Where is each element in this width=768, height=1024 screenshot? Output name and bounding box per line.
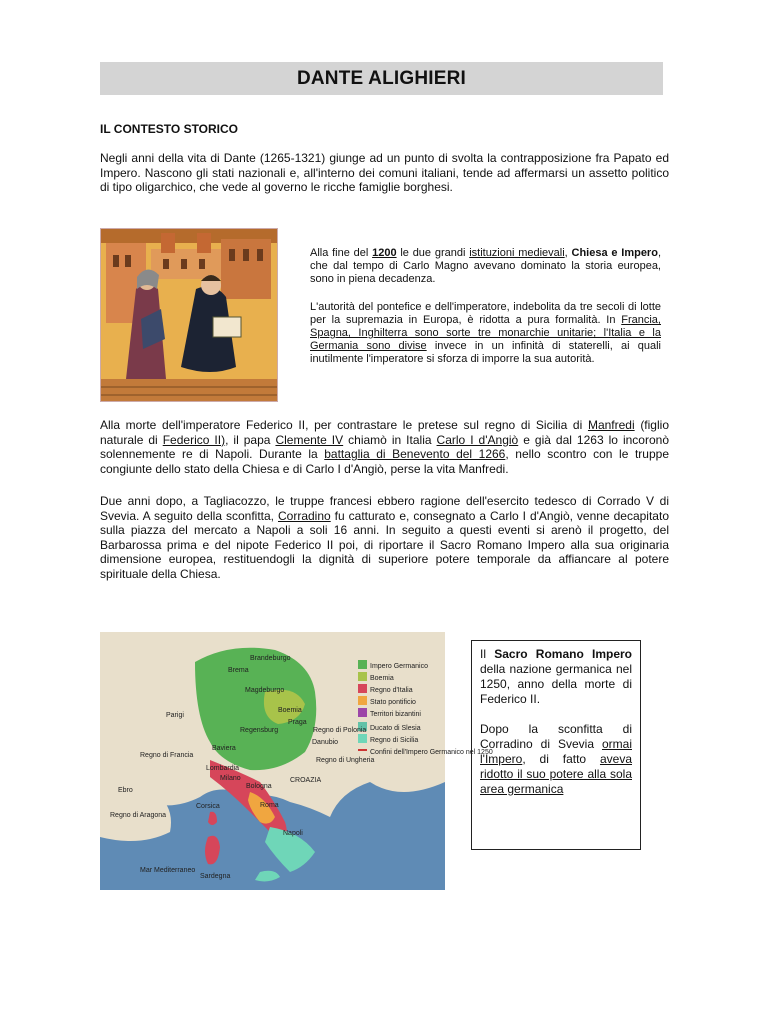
svg-text:Danubio: Danubio [312, 739, 339, 746]
medieval-miniature-image [100, 228, 278, 402]
svg-text:Regno d'Italia: Regno d'Italia [370, 687, 413, 694]
svg-text:Ebro: Ebro [118, 787, 133, 794]
side-paragraph-2: L'autorità del pontefice e dell'imperatore, indebolita da tre secoli di lotte per la supremazia in Europa, è ridotta a pura formalità. In Francia, Spagna, Inghilterra sono sorte tre monarchie unitarie; l'Italia e la Germania sono divise invece in un infinità di staterelli, ai quali inutilmente l'imperatore si sforza di imporre la sua autorità. [310, 301, 661, 365]
svg-text:CROAZIA: CROAZIA [290, 777, 322, 784]
svg-text:Napoli: Napoli [283, 830, 303, 837]
svg-text:Confini dell'Impero Germanico: Confini dell'Impero Germanico nel 1250 [370, 749, 493, 756]
svg-text:Boemia: Boemia [278, 707, 302, 714]
svg-text:Sardegna: Sardegna [200, 873, 231, 880]
svg-text:Praga: Praga [288, 719, 307, 726]
svg-text:Regno di Francia: Regno di Francia [140, 752, 194, 759]
map-holy-roman-empire [100, 632, 493, 890]
link-federico[interactable]: Federico II) [162, 432, 226, 447]
svg-text:Milano: Milano [220, 775, 241, 782]
svg-text:Stato pontificio: Stato pontificio [370, 699, 416, 706]
svg-text:Territori bizantini: Territori bizantini [370, 711, 421, 718]
link-corradino[interactable]: Corradino [278, 508, 331, 523]
svg-text:Baviera: Baviera [212, 745, 236, 752]
svg-text:Regno di Polonia: Regno di Polonia [313, 727, 367, 734]
link-potere-germanica[interactable]: aveva ridotto il suo potere alla sola area germanica [480, 752, 632, 796]
svg-text:Magdeburgo: Magdeburgo [245, 687, 285, 694]
svg-text:Regno di Ungheria: Regno di Ungheria [316, 757, 375, 764]
svg-text:Brema: Brema [228, 667, 249, 674]
svg-text:Lombardia: Lombardia [206, 765, 240, 772]
svg-text:Ducato di Slesia: Ducato di Slesia [370, 725, 421, 732]
info-paragraph-2: Dopo la sconfitta di Corradino di Svevia ormai l'Impero, di fatto aveva ridotto il suo potere alla sola area germanica [480, 722, 632, 796]
svg-text:Brandeburgo: Brandeburgo [250, 655, 291, 662]
svg-text:Impero Germanico: Impero Germanico [370, 663, 428, 670]
info-box [471, 640, 641, 850]
link-benevento[interactable]: battaglia di Benevento del 1266 [324, 447, 506, 461]
svg-text:Boemia: Boemia [370, 675, 394, 682]
link-carlo[interactable]: Carlo I d'Angiò [436, 432, 519, 447]
intro-paragraph: Negli anni della vita di Dante (1265-1321) giunge ad un punto di svolta la contrapposizione fra Papato ed Impero. Nascono gli stati nazionali e, all'interno dei comuni italiani, tende ad affermarsi un assetto politico di tipo oligarchico, che vede al governo le ricche famiglie borghesi. [100, 151, 669, 194]
link-istituzioni[interactable]: istituzioni medievali [469, 247, 565, 259]
paragraph-federico: Alla morte dell'imperatore Federico II, per contrastare le pretese sul regno di Sicilia di Manfredi (figlio naturale di Federico II), il papa Clemente IV chiamò in Italia Carlo I d'Angiò e già dal 1263 lo incoronò solennemente re di Napoli. Durante la battaglia di Benevento del 1266, nello scontro con le truppe congiunte dello stato della Chiesa e di Carlo I d'Angiò, perse la vita Manfredi. [100, 418, 669, 476]
svg-text:Regno di Sicilia: Regno di Sicilia [370, 737, 419, 744]
paragraph-tagliacozzo: Due anni dopo, a Tagliacozzo, le truppe francesi ebbero ragione dell'esercito tedesco di Corrado V di Svevia. A seguito della sconfitta, Corradino fu catturato e, consegnato a Carlo I d'Angiò, venne decapitato sulla piazza del mercato a Napoli a soli 16 anni. In seguito a questi eventi si arenò il progetto, del Barbarossa prima e del nipote Federico II poi, di riportare il Sacro Romano Impero alla sua originaria dimensione europea, restituendogli la dignità di superiore potere temporale da affiancare al potere spirituale della Chiesa. [100, 494, 669, 581]
svg-text:Regensburg: Regensburg [240, 727, 279, 734]
side-paragraph-1: Alla fine del 1200 le due grandi istituzioni medievali, Chiesa e Impero, che dal tempo di Carlo Magno avevano dominato la storia europea, sono in piena decadenza. [310, 247, 661, 285]
section-heading: IL CONTESTO STORICO [100, 122, 239, 136]
info-paragraph-1: Il Sacro Romano Impero della nazione germanica nel 1250, anno della morte di Federico II. [480, 647, 632, 706]
link-monarchie[interactable]: Francia, Spagna, Inghilterra sono sorte tre monarchie unitarie; l'Italia e la Germania sono divise [310, 314, 661, 352]
svg-text:Bologna: Bologna [246, 783, 272, 790]
svg-text:Corsica: Corsica [196, 803, 220, 810]
svg-text:Regno di Aragona: Regno di Aragona [110, 812, 167, 819]
page-title: DANTE ALIGHIERI [100, 62, 663, 95]
svg-text:Mar Mediterraneo: Mar Mediterraneo [140, 867, 196, 874]
link-ormai-impero[interactable]: ormai l'Impero [480, 737, 632, 766]
link-manfredi[interactable]: Manfredi [587, 418, 635, 432]
link-clemente[interactable]: Clemente IV [275, 432, 344, 447]
svg-text:Roma: Roma [260, 802, 279, 809]
svg-text:Parigi: Parigi [166, 712, 184, 719]
